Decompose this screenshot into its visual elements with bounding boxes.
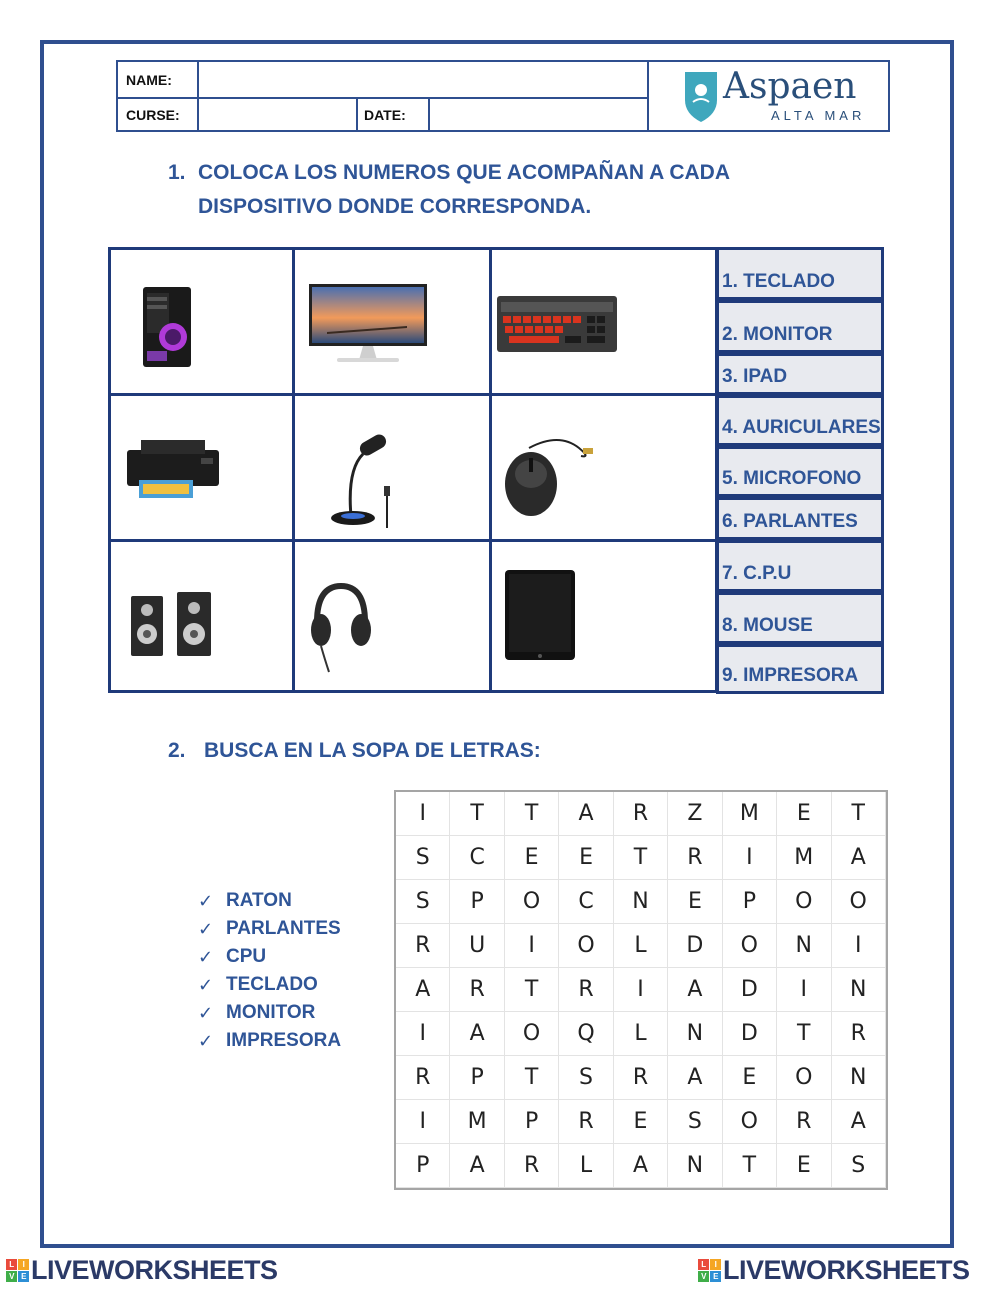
word-search-cell[interactable]: A: [559, 792, 613, 836]
liveworksheets-logo-icon: L I V E: [698, 1259, 721, 1282]
word-search-cell[interactable]: T: [505, 1056, 559, 1100]
word-search-cell[interactable]: O: [723, 1100, 777, 1144]
word-search-cell[interactable]: O: [505, 1012, 559, 1056]
word-search-cell[interactable]: N: [832, 1056, 886, 1100]
word-search-cell[interactable]: A: [450, 1012, 504, 1056]
word-search-cell[interactable]: A: [832, 1100, 886, 1144]
word-search-cell[interactable]: N: [668, 1012, 722, 1056]
word-item: ✓ TECLADO: [198, 974, 318, 995]
school-logo: [683, 68, 873, 126]
word-search-cell[interactable]: E: [559, 836, 613, 880]
word-search-cell[interactable]: R: [668, 836, 722, 880]
date-field[interactable]: [428, 97, 648, 132]
curse-label: CURSE:: [126, 106, 180, 123]
word-search-cell[interactable]: E: [614, 1100, 668, 1144]
liveworksheets-logo-icon: L I V E: [6, 1259, 29, 1282]
word-search-row: [396, 836, 886, 880]
word-search-cell[interactable]: I: [396, 1012, 450, 1056]
word-search-cell[interactable]: A: [396, 968, 450, 1012]
word-search-cell[interactable]: A: [450, 1144, 504, 1188]
word-search-cell[interactable]: R: [450, 968, 504, 1012]
word-search-cell[interactable]: O: [559, 924, 613, 968]
mouse-image[interactable]: [499, 428, 599, 520]
word-search-row: [396, 968, 886, 1012]
word-search-row: [396, 924, 886, 968]
device-label-5: 5. MICROFONO: [716, 446, 884, 497]
word-search-cell[interactable]: P: [396, 1144, 450, 1188]
device-label-3: 3. IPAD: [716, 353, 884, 395]
word-search-cell[interactable]: D: [668, 924, 722, 968]
word-search-cell[interactable]: A: [668, 968, 722, 1012]
word-search-cell[interactable]: T: [777, 1012, 831, 1056]
word-search-cell[interactable]: L: [559, 1144, 613, 1188]
word-search-cell[interactable]: T: [505, 792, 559, 836]
word-search-cell[interactable]: S: [668, 1100, 722, 1144]
word-search-cell[interactable]: O: [723, 924, 777, 968]
word-search-cell[interactable]: I: [505, 924, 559, 968]
word-search-cell[interactable]: R: [505, 1144, 559, 1188]
date-label: DATE:: [364, 106, 406, 123]
word-search-cell[interactable]: M: [723, 792, 777, 836]
cpu-tower-image[interactable]: [135, 285, 199, 369]
word-search-cell[interactable]: U: [450, 924, 504, 968]
word-search-cell[interactable]: T: [832, 792, 886, 836]
word-search-cell[interactable]: R: [396, 1056, 450, 1100]
word-search-cell[interactable]: Z: [668, 792, 722, 836]
word-search-cell[interactable]: N: [832, 968, 886, 1012]
logo-subtitle: ALTA MAR: [771, 108, 866, 123]
word-search-cell[interactable]: O: [777, 1056, 831, 1100]
word-search-cell[interactable]: M: [777, 836, 831, 880]
word-search-cell[interactable]: A: [668, 1056, 722, 1100]
printer-image[interactable]: [121, 436, 225, 500]
word-search-row: [396, 1144, 886, 1188]
word-item: ✓ IMPRESORA: [198, 1030, 342, 1051]
footer-brand-right: L I V E LIVEWORKSHEETS: [698, 1255, 970, 1285]
word-search-cell[interactable]: T: [723, 1144, 777, 1188]
word-search-cell[interactable]: R: [396, 924, 450, 968]
word-search-cell[interactable]: R: [614, 792, 668, 836]
word-item: ✓ CPU: [198, 946, 267, 967]
microphone-image[interactable]: [307, 430, 415, 534]
word-search-cell[interactable]: I: [396, 1100, 450, 1144]
question-1-number: 1.: [168, 161, 186, 184]
question-2-text: BUSCA EN LA SOPA DE LETRAS:: [204, 739, 541, 762]
device-label-2: 2. MONITOR: [716, 300, 884, 353]
footer-brand-left: L I V E LIVEWORKSHEETS: [6, 1255, 278, 1285]
word-search-cell[interactable]: I: [614, 968, 668, 1012]
word-search-cell[interactable]: N: [614, 880, 668, 924]
word-search-cell[interactable]: L: [614, 924, 668, 968]
word-search-cell[interactable]: M: [450, 1100, 504, 1144]
word-search-cell[interactable]: I: [777, 968, 831, 1012]
word-search-cell[interactable]: E: [723, 1056, 777, 1100]
word-search-grid: [394, 790, 888, 1190]
student-info-table: [116, 60, 890, 132]
check-icon: ✓: [198, 974, 214, 995]
question-1-line-2: DISPOSITIVO DONDE CORRESPONDA.: [198, 195, 592, 218]
word-search-cell[interactable]: T: [505, 968, 559, 1012]
word-search-cell[interactable]: T: [450, 792, 504, 836]
word-search-cell[interactable]: I: [396, 792, 450, 836]
device-label-6: 6. PARLANTES: [716, 497, 884, 540]
word-search-cell[interactable]: O: [777, 880, 831, 924]
word-search-cell[interactable]: R: [559, 1100, 613, 1144]
word-search-cell[interactable]: E: [777, 1144, 831, 1188]
word-search-cell[interactable]: D: [723, 1012, 777, 1056]
word-list: [198, 887, 341, 1055]
name-label: NAME:: [126, 71, 172, 88]
word-search-row: [396, 792, 886, 836]
device-image-grid: [108, 247, 718, 693]
curse-field[interactable]: [198, 97, 356, 132]
word-search-cell[interactable]: R: [832, 1012, 886, 1056]
word-search-row: [396, 880, 886, 924]
speakers-image[interactable]: [129, 590, 219, 660]
word-search-cell[interactable]: S: [396, 880, 450, 924]
word-search-cell[interactable]: P: [450, 1056, 504, 1100]
word-search-row: [396, 1012, 886, 1056]
word-search-cell[interactable]: I: [832, 924, 886, 968]
word-item: ✓ PARLANTES: [198, 918, 341, 939]
ipad-image[interactable]: [503, 568, 577, 662]
word-search-cell[interactable]: C: [559, 880, 613, 924]
word-item: ✓ RATON: [198, 890, 292, 911]
word-item: ✓ MONITOR: [198, 1002, 316, 1023]
word-search-cell[interactable]: A: [614, 1144, 668, 1188]
word-search-cell[interactable]: E: [668, 880, 722, 924]
logo-name: Aspaen: [723, 66, 857, 107]
device-label-4: 4. AURICULARES: [716, 395, 884, 446]
device-label-1: 1. TECLADO: [716, 247, 884, 300]
word-search-cell[interactable]: P: [450, 880, 504, 924]
check-icon: ✓: [198, 1030, 214, 1051]
device-label-8: 8. MOUSE: [716, 592, 884, 644]
word-search-cell[interactable]: N: [668, 1144, 722, 1188]
word-search-cell[interactable]: E: [505, 836, 559, 880]
shield-logo-icon: [683, 68, 719, 124]
word-search-cell[interactable]: O: [832, 880, 886, 924]
device-label-9: 9. IMPRESORA: [716, 644, 884, 694]
word-search-cell[interactable]: I: [723, 836, 777, 880]
word-search-cell[interactable]: S: [559, 1056, 613, 1100]
headphones-image[interactable]: [305, 578, 375, 674]
keyboard-image[interactable]: [495, 294, 619, 356]
device-label-7: 7. C.P.U: [716, 540, 884, 592]
word-search-cell[interactable]: L: [614, 1012, 668, 1056]
check-icon: ✓: [198, 1002, 214, 1023]
check-icon: ✓: [198, 946, 214, 967]
word-search-cell[interactable]: P: [505, 1100, 559, 1144]
word-search-cell[interactable]: S: [396, 836, 450, 880]
word-search-cell[interactable]: R: [559, 968, 613, 1012]
word-search-cell[interactable]: N: [777, 924, 831, 968]
question-2-number: 2.: [168, 739, 186, 762]
word-search-cell[interactable]: O: [505, 880, 559, 924]
name-field[interactable]: [198, 62, 648, 97]
word-search-cell[interactable]: R: [614, 1056, 668, 1100]
word-search-cell[interactable]: P: [723, 880, 777, 924]
word-search-cell[interactable]: A: [832, 836, 886, 880]
word-search-cell[interactable]: Q: [559, 1012, 613, 1056]
word-search-cell[interactable]: C: [450, 836, 504, 880]
check-icon: ✓: [198, 918, 214, 939]
check-icon: ✓: [198, 890, 214, 911]
word-search-row: [396, 1056, 886, 1100]
word-search-cell[interactable]: S: [832, 1144, 886, 1188]
word-search-cell[interactable]: E: [777, 792, 831, 836]
monitor-image[interactable]: [307, 282, 429, 366]
word-search-cell[interactable]: D: [723, 968, 777, 1012]
question-1-line-1: COLOCA LOS NUMEROS QUE ACOMPAÑAN A CADA: [198, 161, 730, 184]
word-search-cell[interactable]: R: [777, 1100, 831, 1144]
word-search-cell[interactable]: T: [614, 836, 668, 880]
word-search-row: [396, 1100, 886, 1144]
